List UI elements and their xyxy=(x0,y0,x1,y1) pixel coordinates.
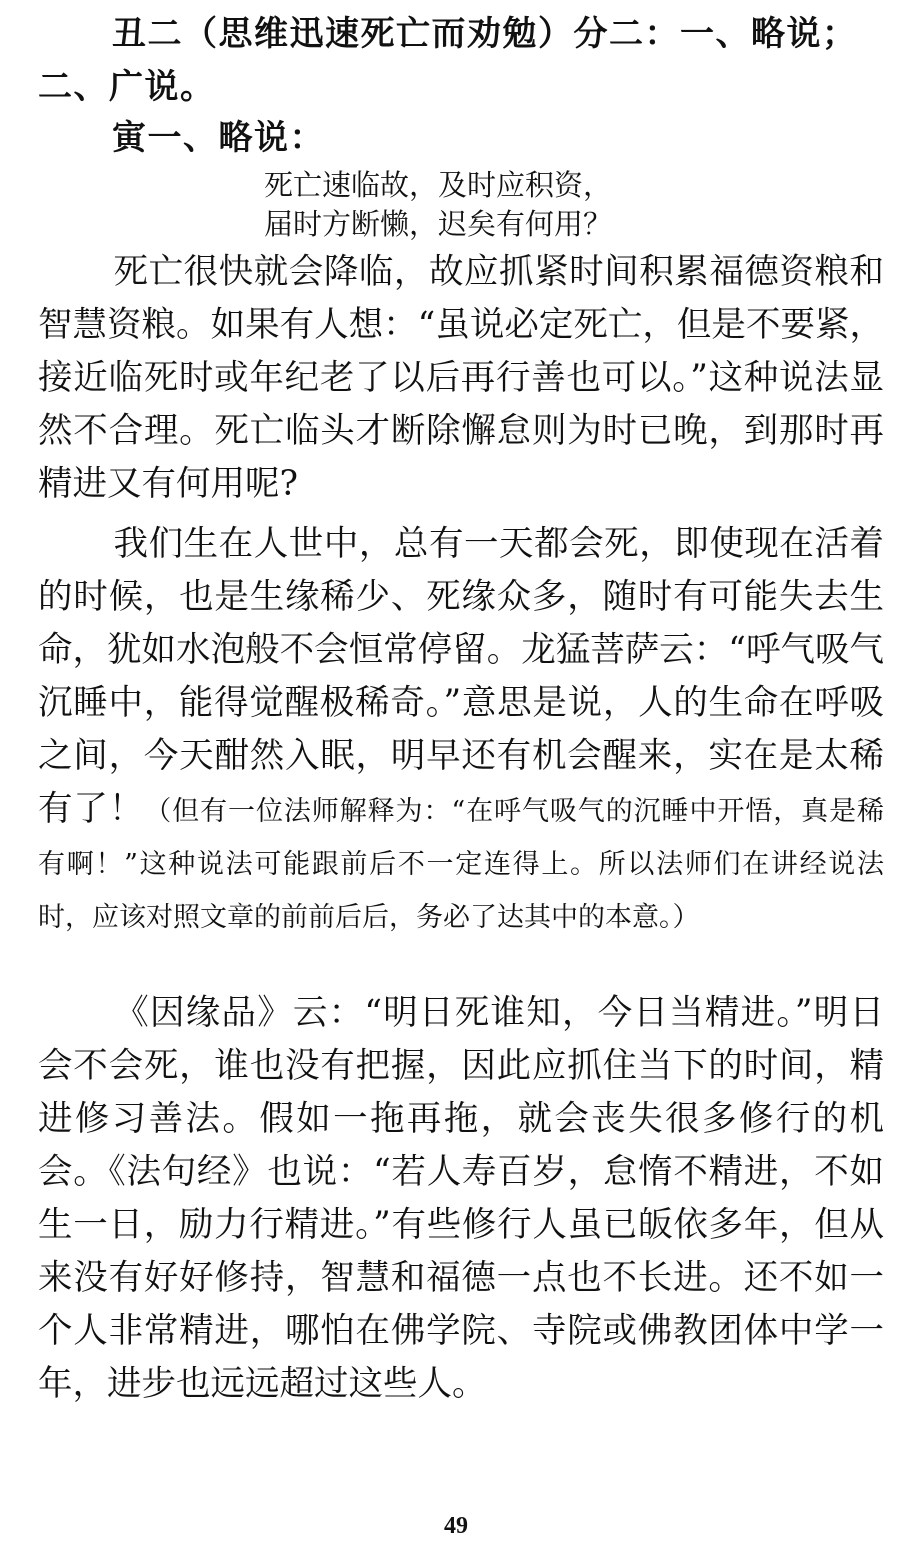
section-heading-line-1: 丑二（思维迅速死亡而劝勉）分二：一、略说； xyxy=(112,14,858,54)
paragraph-2 xyxy=(38,518,884,942)
subsection-heading: 寅一、略说： xyxy=(112,118,325,158)
paragraph-3-text: 《因缘品》云：“明日死谁知，今日当精进。”明日会不会死，谁也没有把握，因此应抓住当下的时间，精进修习善法。假如一拖再拖，就会丧失很多修行的机会。《法句经》也说：“若人寿百岁，怠惰不精进，不如生一日，励力行精进。”有些修行人虽已皈依多年，但从来没有好好修持，智慧和福德一点也不长进。还不如一个人非常精进，哪怕在佛学院、寺院或佛教团体中学一年，进步也远远超过这些人。 xyxy=(38,993,884,1404)
paragraph-1 xyxy=(38,246,884,511)
verse-line-1: 死亡速临故，及时应积资， xyxy=(264,168,613,202)
verse-line-2: 届时方断懒，迟矣有何用？ xyxy=(264,207,613,241)
paragraph-1-text: 死亡很快就会降临，故应抓紧时间积累福德资粮和智慧资粮。如果有人想：“虽说必定死亡，但是不要紧，接近临死时或年纪老了以后再行善也可以。”这种说法显然不合理。死亡临头才断除懈怠则为时已晚，到那时再精进又有何用呢? xyxy=(38,252,884,504)
paragraph-2-text: 我们生在人世中，总有一天都会死，即使现在活着的时候，也是生缘稀少、死缘众多，随时有可能失去生命，犹如水泡般不会恒常停留。龙猛菩萨云：“呼气吸气沉睡中，能得觉醒极稀奇。”意思是说，人的生命在呼吸之间，今天酣然入眠，明早还有机会醒来，实在是太稀有了！ xyxy=(38,524,884,829)
paragraph-3 xyxy=(38,987,884,1411)
paragraph-2-note: （但有一位法师解释为：“在呼气吸气的沉睡中开悟，真是稀有啊！”这种说法可能跟前后不一定连得上。所以法师们在讲经说法时，应该对照文章的前前后后，务必了达其中的本意。） xyxy=(38,796,884,933)
section-heading-line-2: 二、广说。 xyxy=(38,67,216,107)
page-number: 49 xyxy=(444,1513,468,1539)
